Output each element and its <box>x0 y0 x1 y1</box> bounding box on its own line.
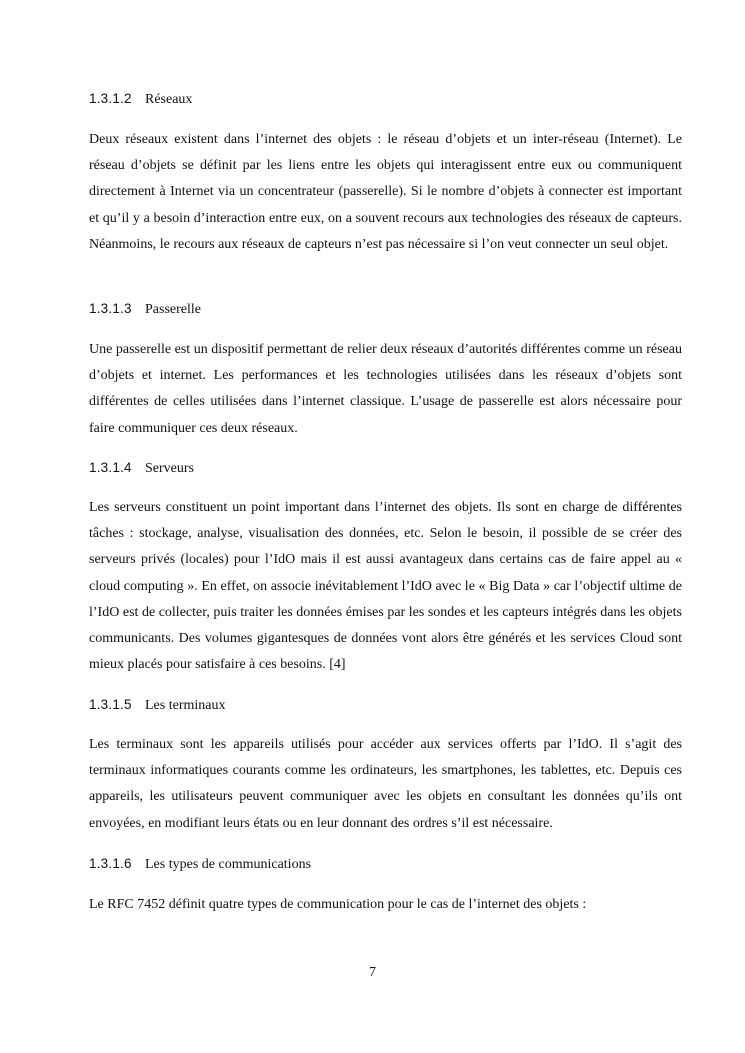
section-number: 1.3.1.2 <box>89 91 132 106</box>
section-number: 1.3.1.3 <box>89 301 132 316</box>
section-title: Serveurs <box>145 461 194 476</box>
paragraph-communications: Le RFC 7452 définit quatre types de communication pour le cas de l’internet des objets : <box>89 897 587 912</box>
section-title: Les terminaux <box>145 698 226 713</box>
section-heading-terminaux <box>89 696 225 715</box>
section-title: Les types de communications <box>145 857 312 872</box>
section-heading-passerelle <box>89 300 201 319</box>
paragraph-reseaux: Deux réseaux existent dans l’internet des objets : le réseau d’objets et un inter-réseau (Internet). Le réseau d’objets se définit par les liens entre les objets qui interagissent entre eux ou communiquent directement à Internet via un concentrateur (passerelle). Si le nombre d’objets à connecter est important et qu’il y a besoin d’interaction entre eux, on a souvent recours aux technologies des réseaux de capteurs. Néanmoins, le recours aux réseaux de capteurs n’est pas nécessaire si l’on veut connecter un seul objet. <box>89 132 682 252</box>
paragraph-serveurs: Les serveurs constituent un point important dans l’internet des objets. Ils sont en charge de différentes tâches : stockage, analyse, visualisation des données, etc. Selon le besoin, il possible de se créer des serveurs privés (locales) pour l’IdO mais il est aussi avantageux dans certains cas de faire appel au « cloud computing ». En effet, on associe inévitablement l’IdO avec le « Big Data » car l’objectif ultime de l’IdO est de collecter, puis traiter les données émises par les sondes et les capteurs intégrés dans les objets communicants. Des volumes gigantesques de données vont alors être générés et les services Cloud sont mieux placés pour satisfaire à ces besoins. [4] <box>89 500 682 673</box>
section-number: 1.3.1.6 <box>89 856 132 871</box>
section-number: 1.3.1.4 <box>89 460 132 475</box>
section-title: Réseaux <box>145 92 193 107</box>
section-title: Passerelle <box>145 302 201 317</box>
section-heading-reseaux <box>89 90 192 109</box>
paragraph-passerelle: Une passerelle est un dispositif permettant de relier deux réseaux d’autorités différentes comme un réseau d’objets et internet. Les performances et les technologies utilisées dans les réseaux d’objets sont différentes de celles utilisées dans l’internet classique. L’usage de passerelle est alors nécessaire pour faire communiquer ces deux réseaux. <box>89 342 682 436</box>
section-heading-communications <box>89 855 311 874</box>
section-heading-serveurs <box>89 459 194 478</box>
page-number: 7 <box>369 965 376 980</box>
paragraph-terminaux: Les terminaux sont les appareils utilisés pour accéder aux services offerts par l’IdO. Il s’agit des terminaux informatiques courants comme les ordinateurs, les smartphones, les tablettes, etc. Depuis ces appareils, les utilisateurs peuvent communiquer avec les objets en consultant les données qu’ils ont envoyées, en modifiant leurs états ou en leur donnant des ordres s’il est nécessaire. <box>89 737 682 831</box>
section-number: 1.3.1.5 <box>89 697 132 712</box>
